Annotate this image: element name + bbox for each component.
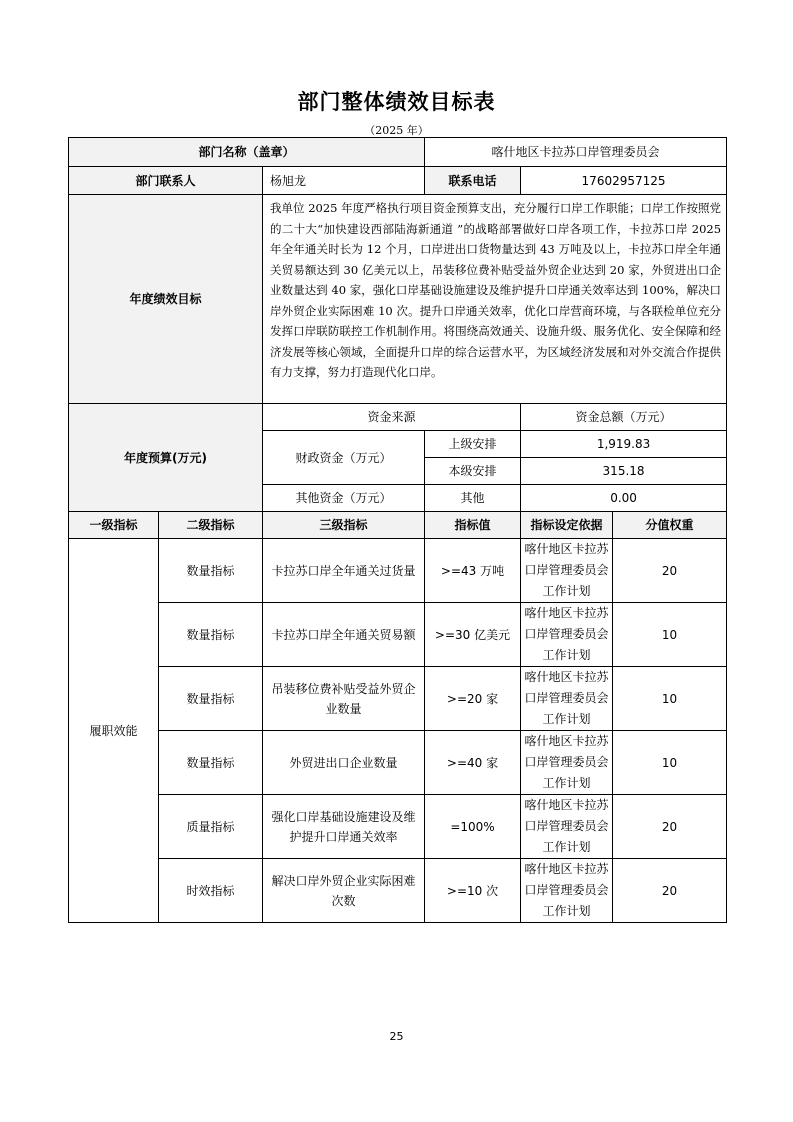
fund-total-header: 资金总额（万元） [521,404,727,431]
indicator-weight: 20 [613,795,727,859]
level2-value: 时效指标 [159,859,263,923]
budget-label: 年度预算(万元) [69,404,263,512]
indicator-value: >=10 次 [425,859,521,923]
year-subtitle: （2025 年） [364,124,429,137]
indicator-weight: 10 [613,667,727,731]
dept-name-label: 部门名称（盖章） [69,138,425,167]
annual-goal-label: 年度绩效目标 [69,195,263,404]
contact-row [69,167,727,195]
performance-target-table [68,137,727,923]
upper-allocation-label: 上级安排 [425,431,521,458]
level2-header: 二级指标 [159,512,263,539]
indicator-row [69,667,727,731]
indicator-weight: 20 [613,539,727,603]
indicator-value: >=40 家 [425,731,521,795]
value-header: 指标值 [425,512,521,539]
fund-source-header: 资金来源 [263,404,521,431]
level3-value: 强化口岸基础设施建设及维护提升口岸通关效率 [263,795,425,859]
indicator-value: =100% [425,795,521,859]
local-allocation-value: 315.18 [521,458,727,485]
level2-value: 数量指标 [159,603,263,667]
level1-header: 一级指标 [69,512,159,539]
indicator-weight: 10 [613,731,727,795]
level3-value: 卡拉苏口岸全年通关过货量 [263,539,425,603]
other-fund-label: 其他资金（万元） [263,485,425,512]
indicator-row [69,731,727,795]
indicator-basis: 喀什地区卡拉苏口岸管理委员会工作计划 [521,859,613,923]
level3-value: 解决口岸外贸企业实际困难次数 [263,859,425,923]
level2-value: 数量指标 [159,667,263,731]
phone-label: 联系电话 [425,167,521,195]
annual-goal-row [69,195,727,404]
indicator-weight: 20 [613,859,727,923]
level2-value: 质量指标 [159,795,263,859]
indicator-basis: 喀什地区卡拉苏口岸管理委员会工作计划 [521,667,613,731]
indicator-value: >=30 亿美元 [425,603,521,667]
indicator-value: >=20 家 [425,667,521,731]
level3-value: 吊装移位费补贴受益外贸企业数量 [263,667,425,731]
phone-value: 17602957125 [521,167,727,195]
weight-header: 分值权重 [613,512,727,539]
indicator-header-row [69,512,727,539]
dept-name-row [69,138,727,167]
fiscal-fund-label: 财政资金（万元） [263,431,425,485]
indicator-value: >=43 万吨 [425,539,521,603]
contact-value: 杨旭龙 [263,167,425,195]
level2-value: 数量指标 [159,539,263,603]
level1-value: 履职效能 [69,539,159,923]
level3-header: 三级指标 [263,512,425,539]
budget-header-row [69,404,727,431]
contact-label: 部门联系人 [69,167,263,195]
indicator-basis: 喀什地区卡拉苏口岸管理委员会工作计划 [521,795,613,859]
indicator-row [69,859,727,923]
indicator-basis: 喀什地区卡拉苏口岸管理委员会工作计划 [521,731,613,795]
local-allocation-label: 本级安排 [425,458,521,485]
indicator-row [69,539,727,603]
indicator-row [69,795,727,859]
indicator-row [69,603,727,667]
upper-allocation-value: 1,919.83 [521,431,727,458]
indicator-weight: 10 [613,603,727,667]
level3-value: 卡拉苏口岸全年通关贸易额 [263,603,425,667]
indicator-basis: 喀什地区卡拉苏口岸管理委员会工作计划 [521,539,613,603]
basis-header: 指标设定依据 [521,512,613,539]
page-title: 部门整体绩效目标表 [297,90,496,114]
indicator-basis: 喀什地区卡拉苏口岸管理委员会工作计划 [521,603,613,667]
level2-value: 数量指标 [159,731,263,795]
level3-value: 外贸进出口企业数量 [263,731,425,795]
annual-goal-text: 我单位 2025 年度严格执行项目资金预算支出，充分履行口岸工作职能；口岸工作按照党的二十大“加快建设西部陆海新通道 ”的战略部署做好口岸各项工作，卡拉苏口岸 2025 年全年通关时长为 12 个月，口岸进出口货物量达到 43 万吨及以上，卡拉苏口岸全年通关贸易额达到 30 亿美元以上，吊装移位费补贴受益外贸企业达到 20 家，外贸进出口企业数量达到 40 家，强化口岸基础设施建设及维护提升口岸通关效率达到 100%，解决口岸外贸企业实际困难 10 次。提升口岸通关效率，优化口岸营商环境，与各联检单位充分发挥口岸联防联控工作机制作用。将围绕高效通关、设施升级、服务优化、安全保障和经济发展等核心领域，全面提升口岸的综合运营水平，为区域经济发展和对外交流合作提供有力支撑，努力打造现代化口岸。 [263,195,727,404]
page-number: 25 [389,1030,404,1043]
other-label: 其他 [425,485,521,512]
other-fund-value: 0.00 [521,485,727,512]
dept-name-value: 喀什地区卡拉苏口岸管理委员会 [425,138,727,167]
